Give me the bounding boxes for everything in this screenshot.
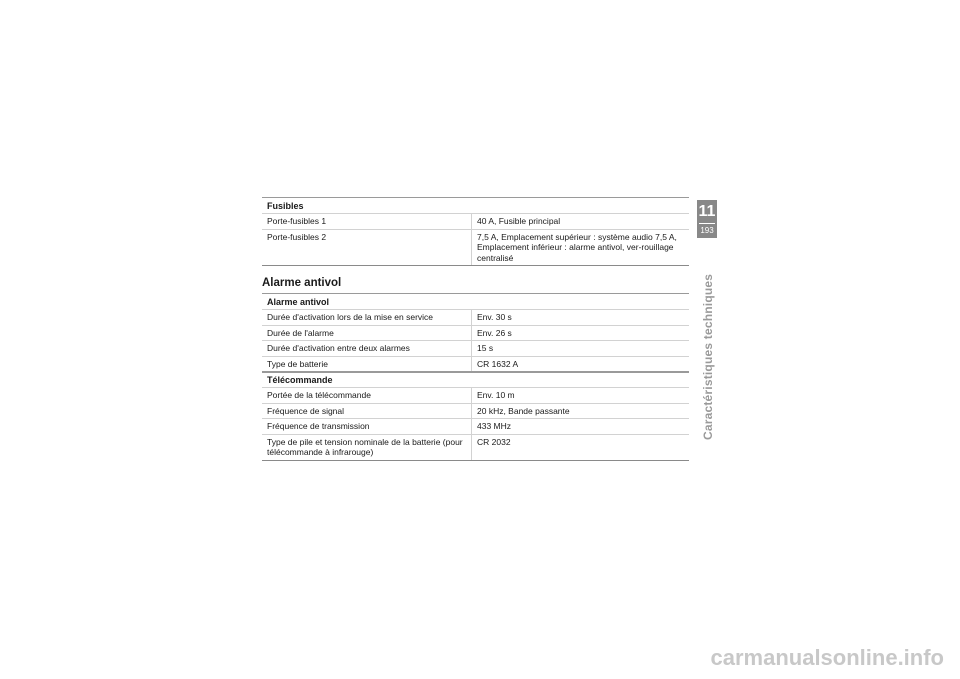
row-value: 15 s <box>477 343 494 353</box>
row-value: Env. 26 s <box>477 327 512 338</box>
row-label: Fréquence de transmission <box>262 419 472 434</box>
section-title: Alarme antivol <box>262 277 342 289</box>
row-label: Type de pile et tension nominale de la batterie (pour télécommande à infrarouge) <box>262 435 472 460</box>
row-label: Porte-fusibles 2 <box>262 230 472 266</box>
row-label: Portée de la télécommande <box>262 388 472 403</box>
watermark: carmanualsonline.info <box>710 645 944 670</box>
row-value: 20 kHz, Bande passante <box>477 405 570 416</box>
table-row <box>262 403 689 419</box>
table-row <box>262 434 689 460</box>
remote-table-heading: Télécommande <box>262 371 689 387</box>
row-label: Durée de l'alarme <box>262 326 472 341</box>
table-row <box>262 325 689 341</box>
page-number: 193 <box>700 226 714 235</box>
row-value: CR 1632 A <box>477 358 519 369</box>
row-label: Durée d'activation entre deux alarmes <box>262 341 472 356</box>
row-value: Env. 30 s <box>477 312 512 322</box>
row-label: Porte-fusibles 1 <box>262 214 472 229</box>
row-value: 40 A, Fusible principal <box>477 216 561 226</box>
row-label: Type de batterie <box>262 357 472 372</box>
table-row <box>262 387 689 403</box>
manual-page-content <box>262 197 689 461</box>
chapter-number: 11 <box>698 203 716 220</box>
row-value: 433 MHz <box>477 421 512 431</box>
row-value: CR 2032 <box>477 436 511 447</box>
fuses-table-heading: Fusibles <box>267 201 304 211</box>
alarm-table-heading: Alarme antivol <box>267 297 330 307</box>
row-value: Env. 10 m <box>477 390 515 400</box>
row-value: 7,5 A, Emplacement supérieur : système audio 7,5 A, Emplacement inférieur : alarme antivol, ver-rouillage centralisé <box>477 231 677 263</box>
table-row <box>262 229 689 266</box>
table-row <box>262 418 689 434</box>
fuses-table <box>262 197 689 266</box>
table-row <box>262 356 689 372</box>
table-row <box>262 340 689 356</box>
table-row <box>262 309 689 325</box>
chapter-tab-divider <box>699 223 715 224</box>
table-row <box>262 213 689 229</box>
chapter-tab <box>697 200 717 238</box>
alarm-table <box>262 293 689 461</box>
row-label: Durée d'activation lors de la mise en service <box>262 310 472 325</box>
chapter-title-vertical: Caractéristiques techniques <box>701 273 715 440</box>
row-label: Fréquence de signal <box>262 404 472 419</box>
